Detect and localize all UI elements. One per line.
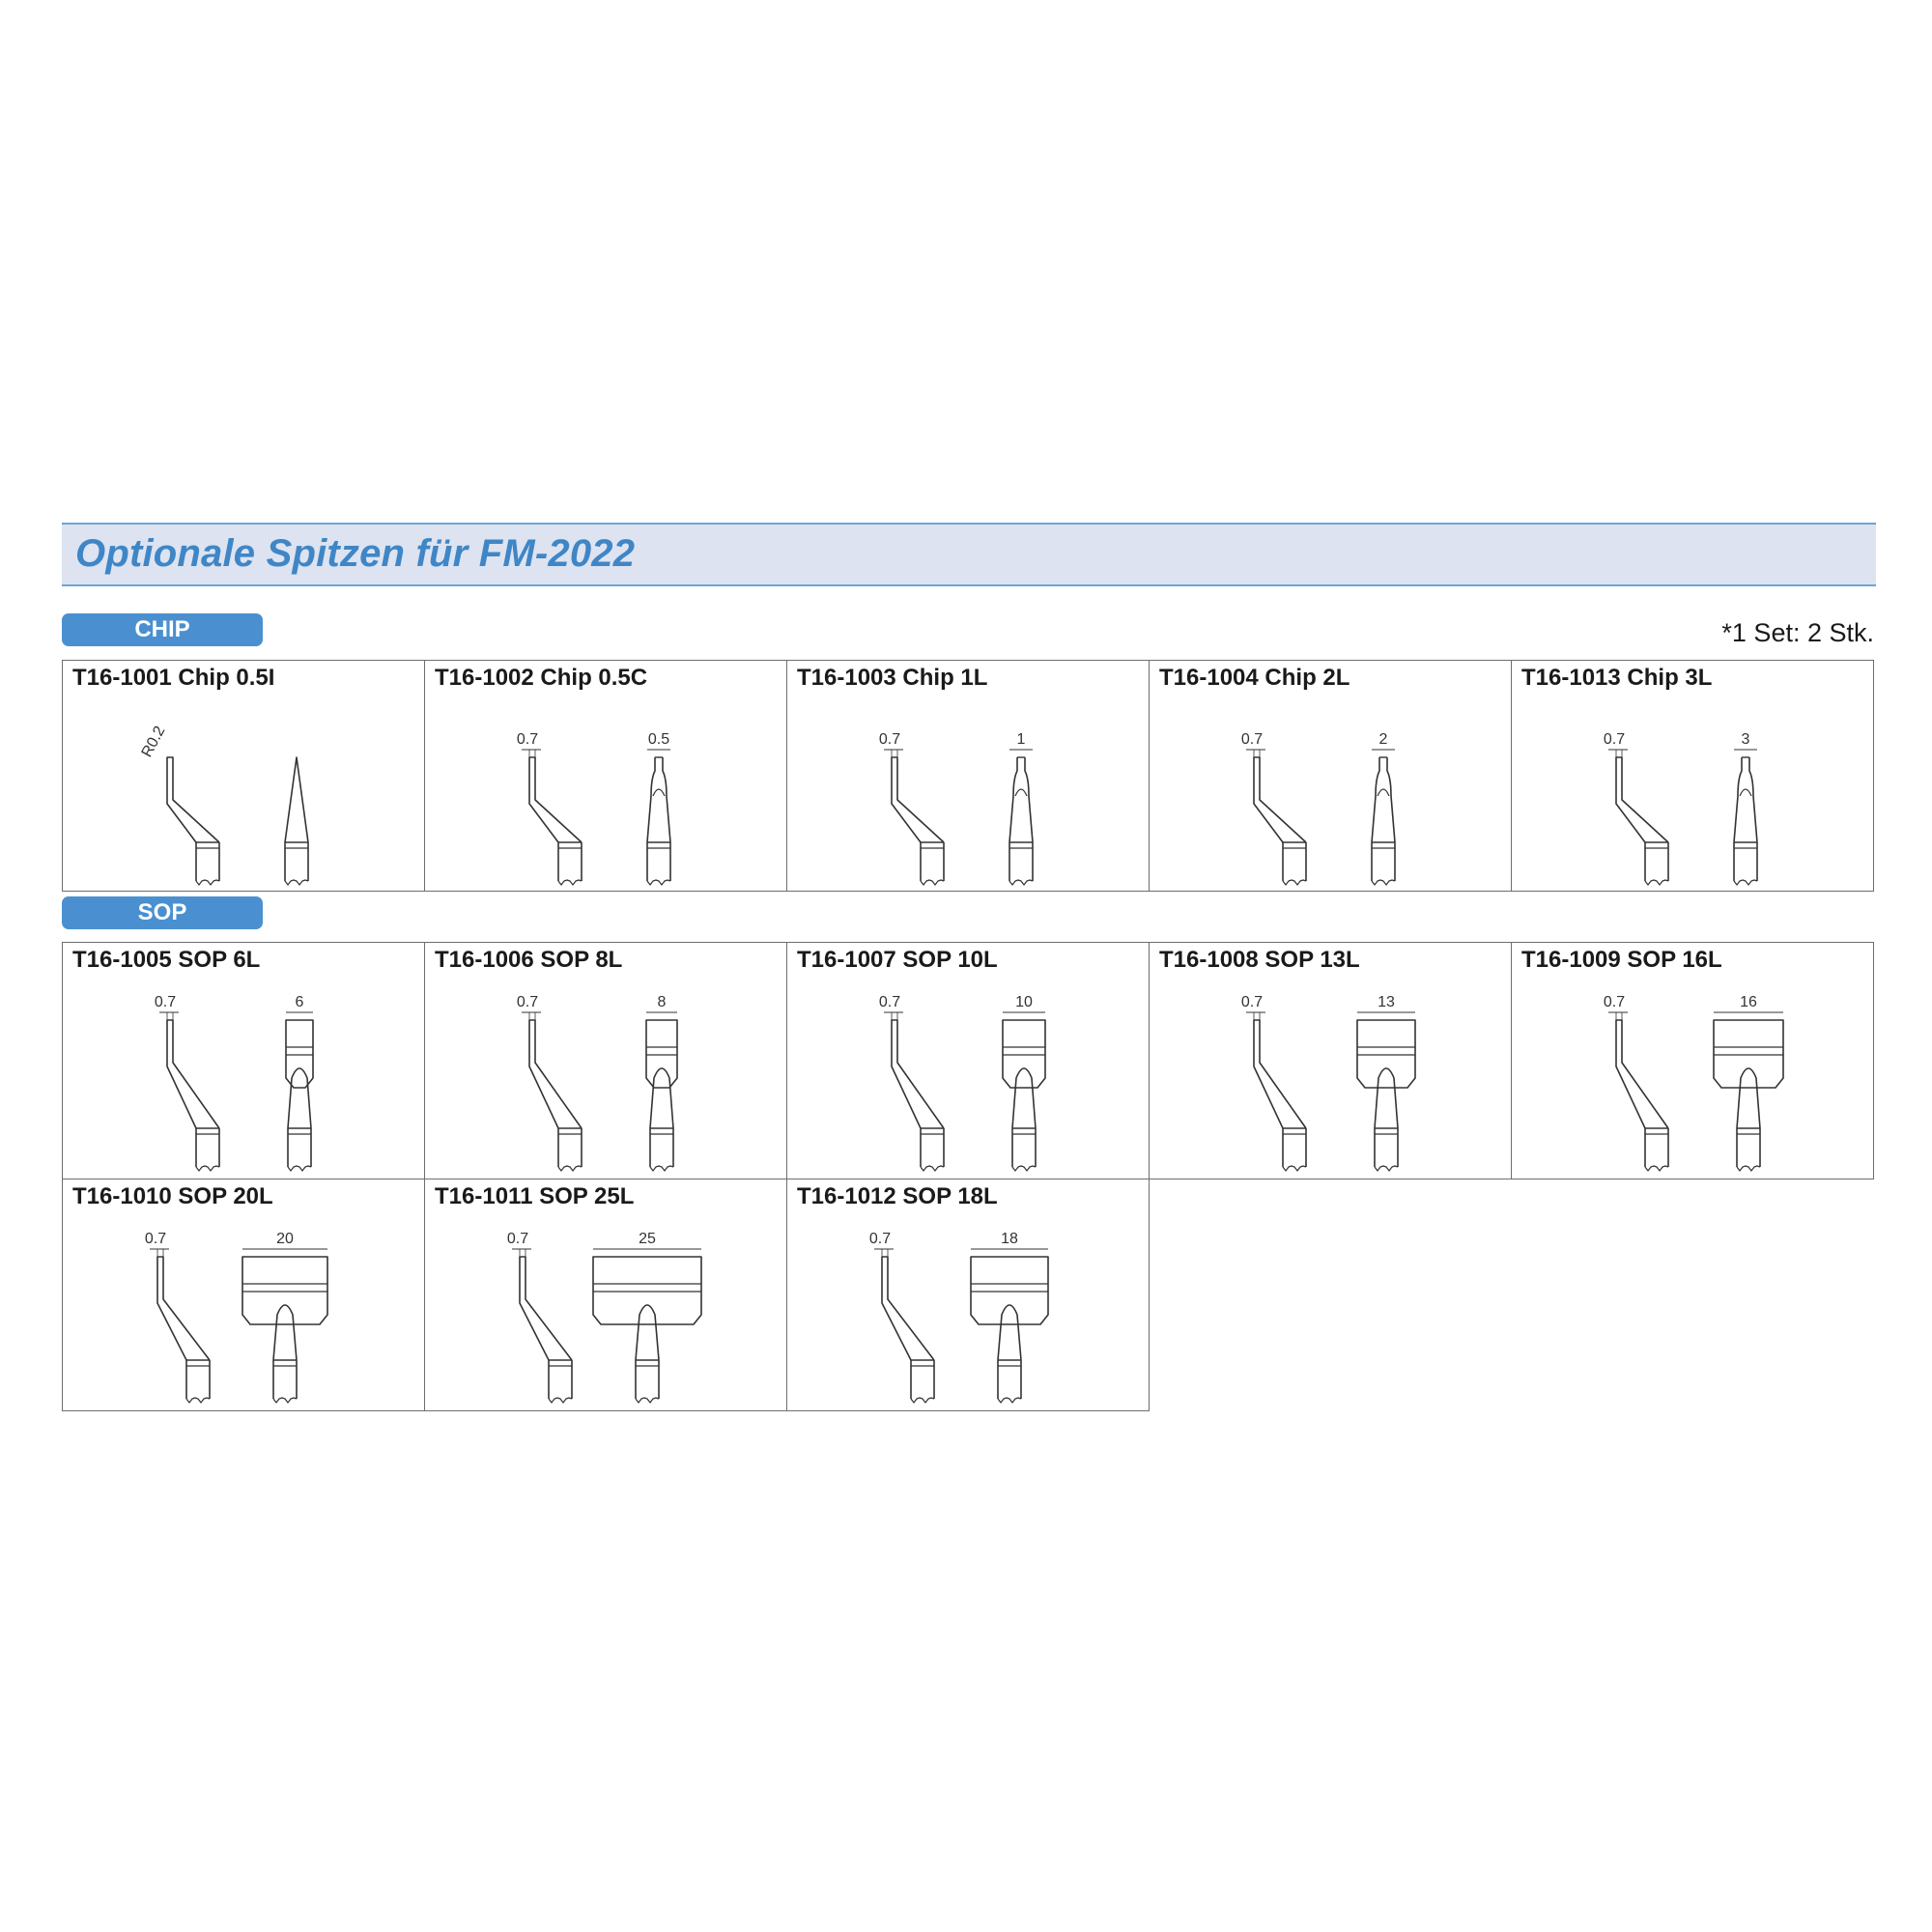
tip-side-view: [507, 1231, 572, 1403]
tip-name: T16-1005 SOP 6L: [72, 947, 261, 973]
tip-name: T16-1006 SOP 8L: [435, 947, 623, 973]
side-dimension-label: 0.7: [868, 1231, 892, 1247]
tip-drawing: [1150, 661, 1513, 893]
tip-name: T16-1009 SOP 16L: [1521, 947, 1722, 973]
front-dimension-label: 1: [1016, 731, 1026, 748]
tip-name: T16-1011 SOP 25L: [435, 1183, 635, 1209]
tip-card: [424, 660, 787, 892]
front-dimension-label: 20: [276, 1231, 294, 1247]
side-dimension-label: 0.7: [516, 731, 539, 748]
tip-card: [1149, 942, 1512, 1179]
tip-front-view: [286, 994, 313, 1171]
tip-front-view: [593, 1231, 701, 1403]
tip-drawing: [63, 943, 426, 1180]
front-dimension-label: 13: [1378, 994, 1395, 1010]
tip-side-view: [879, 731, 944, 885]
tip-card: [424, 1179, 787, 1411]
tip-card: [786, 1179, 1150, 1411]
tip-drawing: [425, 1179, 788, 1412]
section-badge-sop: SOP: [62, 896, 263, 929]
tip-card: [786, 660, 1150, 892]
side-dimension-label: 0.7: [1603, 994, 1626, 1010]
side-dimension-label: 0.7: [516, 994, 539, 1010]
side-dimension-label: 0.7: [1603, 731, 1626, 748]
tip-side-view: [1241, 994, 1306, 1171]
front-dimension-label: 25: [639, 1231, 656, 1247]
front-dimension-label: 8: [657, 994, 667, 1010]
tip-drawing: [1512, 661, 1875, 893]
front-dimension-label: 2: [1378, 731, 1388, 748]
tip-name: T16-1007 SOP 10L: [797, 947, 998, 973]
front-dimension-label: 18: [1001, 1231, 1018, 1247]
tip-name: T16-1004 Chip 2L: [1159, 665, 1350, 691]
tip-front-view: [1009, 731, 1033, 885]
section-badge-chip: CHIP: [62, 613, 263, 646]
tip-name: T16-1001 Chip 0.5I: [72, 665, 275, 691]
set-note: *1 Set: 2 Stk.: [1721, 618, 1874, 647]
tip-card: [1511, 660, 1874, 892]
front-dimension-label: 0.5: [647, 731, 670, 748]
tip-front-view: [646, 994, 677, 1171]
tip-front-view: [1372, 731, 1395, 885]
tip-side-view: [1241, 731, 1306, 885]
front-dimension-label: 16: [1740, 994, 1757, 1010]
tip-card: [62, 660, 425, 892]
tip-drawing: [787, 661, 1151, 893]
tip-name: T16-1013 Chip 3L: [1521, 665, 1713, 691]
tip-side-view: [145, 1231, 210, 1403]
front-dimension-label: 6: [295, 994, 304, 1010]
page-title: Optionale Spitzen für FM-2022: [75, 532, 636, 575]
tip-front-view: [1734, 731, 1757, 885]
front-dimension-label: 10: [1015, 994, 1033, 1010]
tip-side-view: [517, 731, 582, 885]
tip-side-view: [139, 724, 219, 885]
side-dimension-label: R0.2: [138, 723, 169, 760]
tip-front-view: [1003, 994, 1045, 1171]
tip-name: T16-1012 SOP 18L: [797, 1183, 998, 1209]
tip-card: [62, 942, 425, 1179]
tip-side-view: [1604, 994, 1668, 1171]
tip-drawing: [63, 661, 426, 893]
tip-front-view: [1714, 994, 1783, 1171]
tip-side-view: [517, 994, 582, 1171]
tip-card: [1149, 660, 1512, 892]
side-dimension-label: 0.7: [1240, 731, 1264, 748]
side-dimension-label: 0.7: [154, 994, 177, 1010]
tip-card: [1511, 942, 1874, 1179]
tip-front-view: [285, 757, 308, 885]
tip-side-view: [869, 1231, 934, 1403]
tip-front-view: [971, 1231, 1048, 1403]
side-dimension-label: 0.7: [878, 994, 901, 1010]
side-dimension-label: 0.7: [1240, 994, 1264, 1010]
title-bar: [62, 523, 1876, 586]
tip-side-view: [1604, 731, 1668, 885]
front-dimension-label: 3: [1741, 731, 1750, 748]
tip-card: [786, 942, 1150, 1179]
tip-name: T16-1003 Chip 1L: [797, 665, 988, 691]
tip-drawing: [787, 943, 1151, 1180]
side-dimension-label: 0.7: [878, 731, 901, 748]
tip-drawing: [787, 1179, 1151, 1412]
tip-name: T16-1002 Chip 0.5C: [435, 665, 648, 691]
side-dimension-label: 0.7: [144, 1231, 167, 1247]
side-dimension-label: 0.7: [506, 1231, 529, 1247]
tip-card: [424, 942, 787, 1179]
tip-drawing: [425, 661, 788, 893]
tip-front-view: [1357, 994, 1415, 1171]
tip-name: T16-1008 SOP 13L: [1159, 947, 1360, 973]
tip-name: T16-1010 SOP 20L: [72, 1183, 273, 1209]
tip-side-view: [155, 994, 219, 1171]
tip-drawing: [1512, 943, 1875, 1180]
tip-drawing: [425, 943, 788, 1180]
tip-front-view: [647, 731, 670, 885]
tip-card: [62, 1179, 425, 1411]
tip-drawing: [63, 1179, 426, 1412]
tip-drawing: [1150, 943, 1513, 1180]
tip-side-view: [879, 994, 944, 1171]
tip-front-view: [242, 1231, 327, 1403]
